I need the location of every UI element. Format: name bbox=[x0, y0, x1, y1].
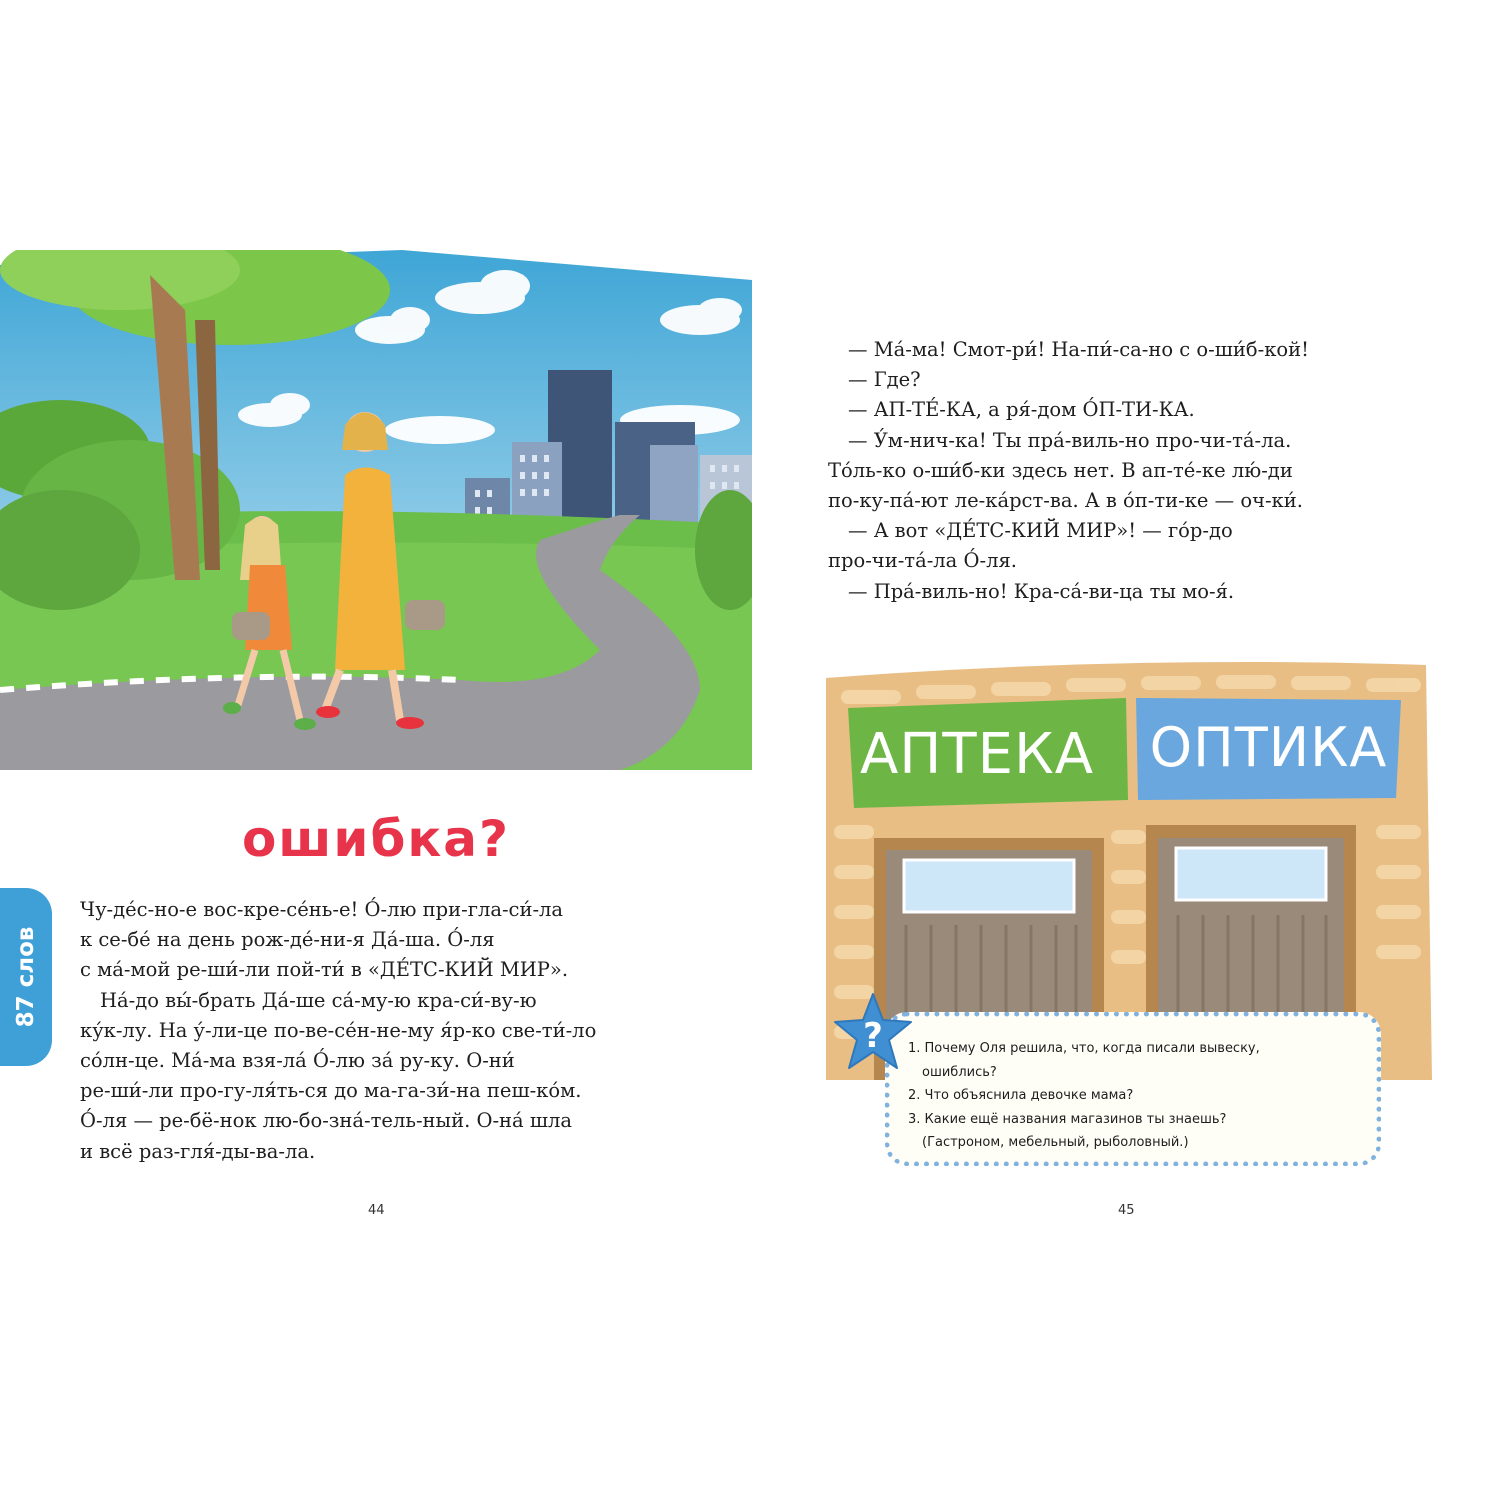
questions-box bbox=[885, 1012, 1381, 1166]
question-line: ошиблись? bbox=[922, 1064, 997, 1080]
text-line: — У́м-нич-ка! Ты пра́-виль-но про-чи-та́-ла. bbox=[848, 428, 1292, 452]
text-line: На́-до вы́-брать Да́-ше са́-му-ю кра-си́-ву-ю bbox=[100, 988, 537, 1012]
text-line: со́лн-це. Ма́-ма взя-ла́ О́-лю за́ ру-ку. О-ни́ bbox=[80, 1049, 515, 1073]
left-story-text bbox=[80, 895, 670, 1167]
park-illustration bbox=[0, 250, 752, 770]
text-line: — АП-ТЕ́-КА, а ря́-дом О́П-ТИ-КА. bbox=[848, 398, 1195, 422]
question-line: 1. Почему Оля решила, что, когда писали вывеску, bbox=[908, 1041, 1260, 1056]
text-line: — А вот «ДЕ́ТС-КИЙ МИР»! — го́р-до bbox=[848, 519, 1233, 543]
text-line: к се-бе́ на день рож-де́-ни-я Да́-ша. О́-ля bbox=[80, 928, 495, 952]
text-line: ку́к-лу. На у́-ли-це по-ве-се́н-не-му я́р-ко све-ти́-ло bbox=[80, 1018, 597, 1042]
word-count-label: 87 слов bbox=[13, 926, 39, 1028]
text-line: — Пра́-виль-но! Кра-са́-ви-ца ты мо-я́. bbox=[848, 579, 1235, 603]
question-line: 3. Какие ещё названия магазинов ты знаешь? bbox=[908, 1111, 1227, 1127]
text-line: Чу-де́с-но-е вос-кре-се́нь-е! О́-лю при-гла-си́-ла bbox=[80, 898, 564, 921]
text-line: О́-ля — ре-бё-нок лю-бо-зна́-тель-ный. О-на́ шла bbox=[80, 1109, 573, 1133]
sign-optika: ОПТИКА bbox=[1149, 716, 1388, 779]
word-count-tab bbox=[0, 888, 52, 1066]
text-line: ре-ши́-ли про-гу-ля́ть-ся до ма-га-зи́-на пеш-ко́м. bbox=[80, 1079, 582, 1103]
page-number-left: 44 bbox=[368, 1203, 385, 1218]
text-line: и всё раз-гля́-ды-ва-ла. bbox=[80, 1139, 316, 1163]
right-story-text bbox=[828, 335, 1408, 607]
sign-apteka: АПТЕКА bbox=[859, 722, 1095, 787]
text-line: про-чи-та́-ла О́-ля. bbox=[828, 549, 1017, 573]
page-number-right: 45 bbox=[1118, 1203, 1135, 1218]
question-mark: ? bbox=[863, 1016, 883, 1056]
text-line: по-ку-па́-ют ле-ка́рст-ва. А в о́п-ти-ке — оч-ки́. bbox=[828, 489, 1303, 513]
text-line: с ма́-мой ре-ши́-ли пой-ти́ в «ДЕ́ТС-КИЙ МИР». bbox=[80, 958, 569, 982]
question-line: (Гастроном, мебельный, рыболовный.) bbox=[922, 1135, 1189, 1150]
text-line: — Ма́-ма! Смот-ри́! На-пи́-са-но с о-ши́б-кой! bbox=[848, 338, 1309, 361]
question-line: 2. Что объяснила девочке мама? bbox=[908, 1088, 1134, 1103]
story-title: ошибка? bbox=[241, 810, 511, 868]
question-star-icon bbox=[832, 992, 914, 1072]
text-line: То́ль-ко о-ши́б-ки здесь нет. В ап-те́-ке лю́-ди bbox=[828, 458, 1293, 482]
text-line: — Где? bbox=[848, 368, 921, 392]
